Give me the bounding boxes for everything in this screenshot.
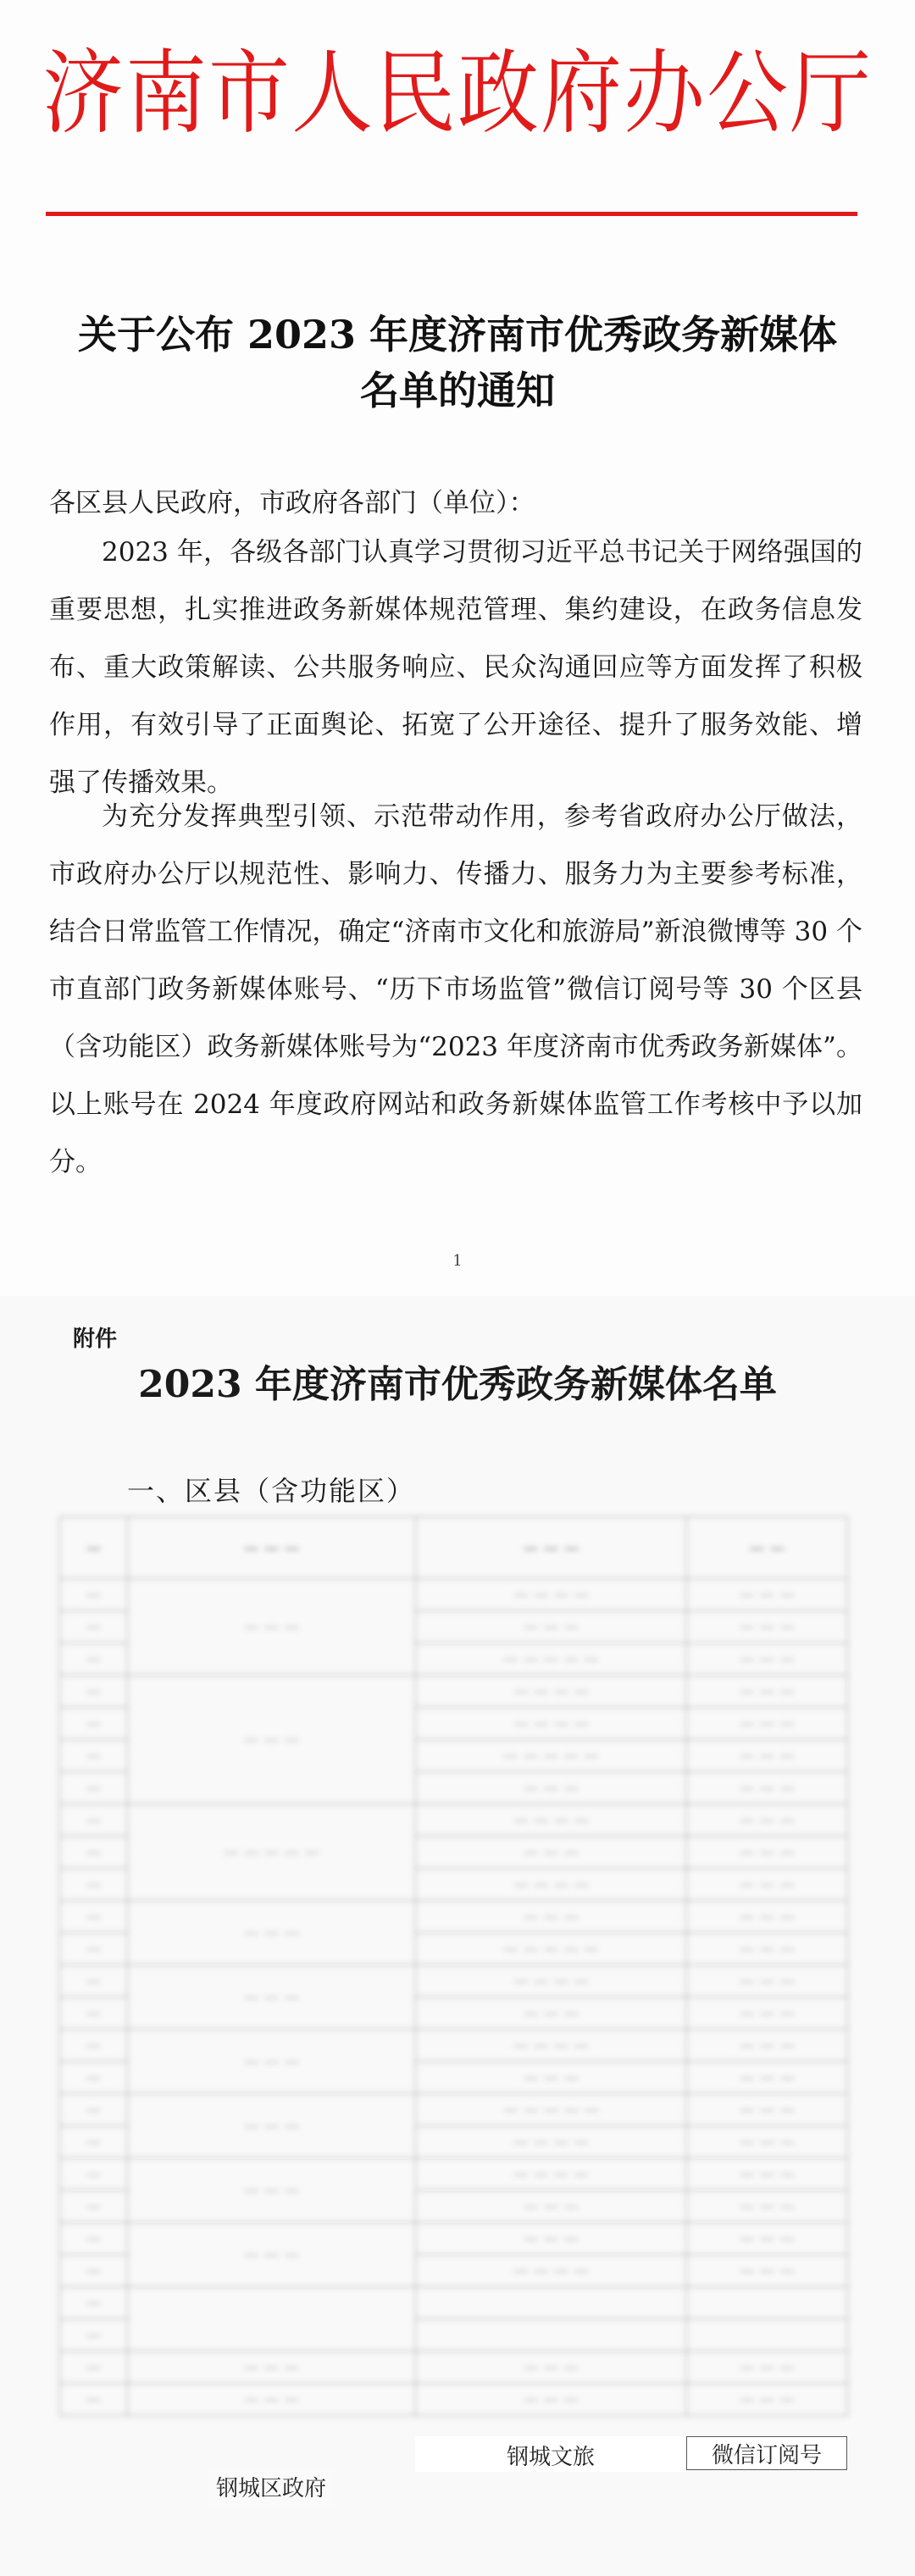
table-row: — — — — — — — — — — — [60, 2223, 848, 2255]
table-row: — — — — — — — — — — — — [60, 1579, 848, 1611]
visible-table-row — [59, 2433, 847, 2506]
table-row: — — — — — — — — — [60, 1708, 848, 1740]
unit-name: 钢城区政府 — [208, 2468, 335, 2506]
table-row: — — — — — — — — [60, 1836, 848, 1869]
table-row: — — — — — — — — — — [60, 1740, 848, 1772]
unit-cell — [127, 2433, 415, 2506]
attachment-label: 附件 — [73, 1326, 118, 1351]
table-row: — — — — — — — — [60, 1611, 848, 1643]
table-row: — — — — — — — — [60, 1997, 848, 2030]
table-row: — — — — — — — — — — — — [60, 2030, 848, 2062]
table-row: — — — — — — — — — — [60, 1933, 848, 1965]
table-row: — — — — — — — — — [60, 2126, 848, 2158]
table-row: — — — — — — — — — — — — [60, 1965, 848, 1997]
section-heading: 一、区县（含功能区） — [127, 1475, 416, 1507]
table-row: — — — — — — — — — [60, 1869, 848, 1901]
account-name: 钢城文旅 — [415, 2436, 686, 2472]
page-number: 1 — [452, 1252, 463, 1270]
notice-title — [0, 307, 915, 418]
table-row: — — — — — — — — [60, 2062, 848, 2094]
body-paragraph-1: 2023 年，各级各部门认真学习贯彻习近平总书记关于网络强国的重要思想，扎实推进政务新媒体规范管理、集约建设，在政务信息发布、重大政策解读、公共服务响应、民众沟通回应等方面发挥了积极作用，有效引导了正面舆论、拓宽了公开途径、提升了服务效能、增强了传播效果。 — [49, 537, 862, 798]
table-row: — — — — — — — — — — — [60, 2352, 848, 2384]
account-type: 微信订阅号 — [686, 2436, 847, 2470]
attachment-title: 2023 年度济南市优秀政务新媒体名单 — [138, 1363, 777, 1406]
table-row: — — — — — — — — — — — — [60, 2158, 848, 2191]
body-paragraph-2: 为充分发挥典型引领、示范带动作用，参考省政府办公厅做法，市政府办公厅以规范性、影响力、传播力、服务力为主要参考标准，结合日常监管工作情况，确定“济南市文化和旅游局”新浪微博等 30 个市直部门政务新媒体账号、“历下市场监管”微信订阅号等 30 个区县（含功能区）政务新媒体账号为“2023 年度济南市优秀政务新媒体”。以上账号在 2024 年度政府网站和政务新媒体监管工作考核中予以加分。 — [49, 801, 862, 1177]
salutation: 各区县人民政府，市政府各部门（单位）： — [49, 488, 535, 518]
letterhead-title: 济南市人民政府办公厅 — [42, 40, 873, 147]
notice-title-line1: 关于公布 2023 年度济南市优秀政务新媒体 — [77, 312, 838, 357]
table-row: — — [60, 2287, 848, 2319]
table-row: — — — — — — — — — — — [60, 2384, 848, 2416]
table-row: — — — — — — — — — — [60, 1643, 848, 1676]
table-row: — — — — — — — — — — — — — [60, 2094, 848, 2126]
table-row: — — — — — — — — [60, 2191, 848, 2223]
table-row: — — — — — — — — — [60, 2255, 848, 2287]
letterhead-red-rule — [46, 212, 857, 216]
table-row: — — [60, 2319, 848, 2352]
blurred-table-body — [59, 1516, 848, 2416]
table-row: — — — — — — — — [60, 1772, 848, 1804]
table-row: — — — — — — — — — — — — — — [60, 1804, 848, 1836]
notice-title-line2: 名单的通知 — [360, 368, 555, 413]
table-row: — — — — — — — — — — — [60, 1901, 848, 1933]
media-list-table — [59, 1516, 847, 2567]
table-header-row: — — — — — — — — — — [60, 1517, 848, 1579]
table-row: — — — — — — — — — — — — [60, 1676, 848, 1708]
